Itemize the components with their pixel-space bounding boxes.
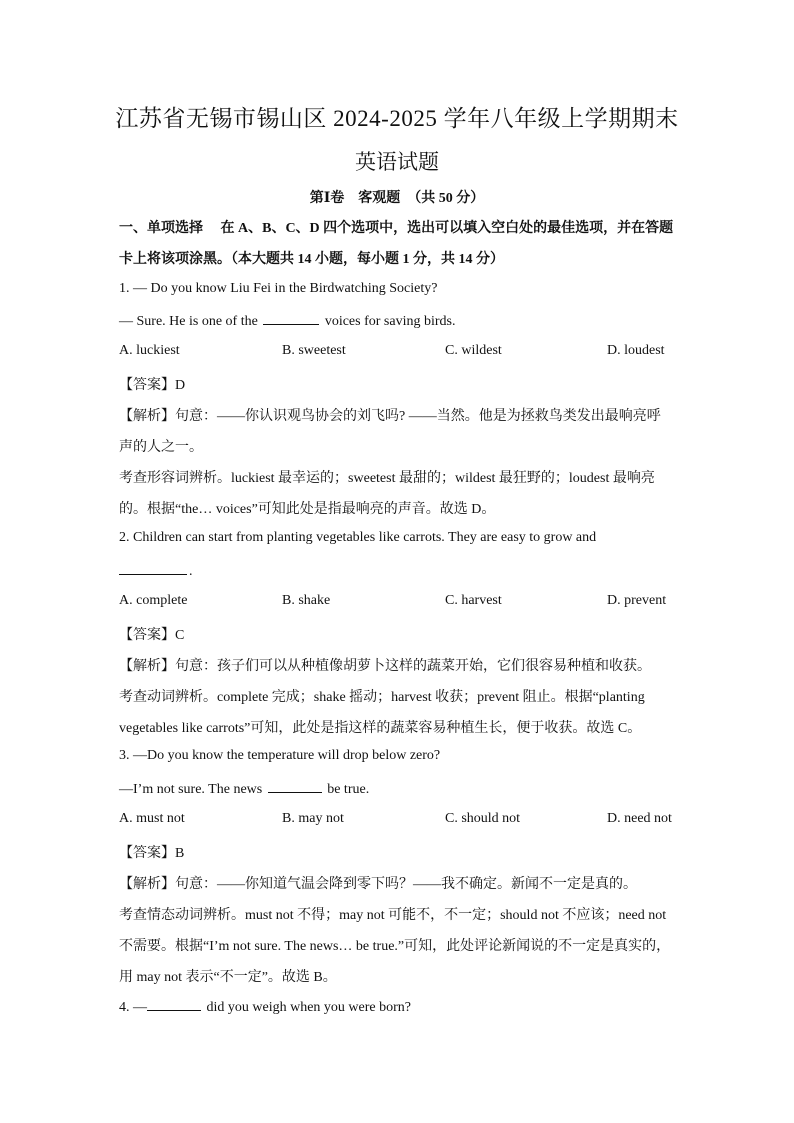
section-heading: 第Ⅰ卷 客观题 （共 50 分） xyxy=(309,191,485,206)
page-subtitle: 英语试题 xyxy=(355,150,439,174)
option-b: B. sweetest xyxy=(282,343,346,358)
option-c: C. wildest xyxy=(445,343,502,358)
analysis-line: 【解析】句意：孩子们可以从种植像胡萝卜这样的蔬菜开始，它们很容易种植和收获。 xyxy=(119,659,651,674)
question-1-pre-blank: — Sure. He is one of the xyxy=(119,314,258,329)
question-2-text: 2. Children can start from planting vegetables like carrots. They are easy to grow and xyxy=(119,530,597,545)
answer-label: 【答案】C xyxy=(119,628,185,643)
question-3-post-blank: be true. xyxy=(327,782,370,797)
analysis-line: 的。根据“the… voices”可知此处是指最响亮的声音。故选 D。 xyxy=(119,502,496,517)
instructions-line-1: 一、单项选择 在 A、B、C、D 四个选项中，选出可以填入空白处的最佳选项，并在答题 xyxy=(119,221,674,236)
option-c: C. should not xyxy=(445,811,521,826)
analysis-line: 【解析】句意：——你认识观鸟协会的刘飞吗? ——当然。他是为拯救鸟类发出最响亮呼 xyxy=(119,409,661,424)
question-4-text xyxy=(119,998,411,1016)
answer-blank xyxy=(147,998,201,1011)
analysis-line: 考查动词辨析。complete 完成；shake 摇动；harvest 收获；prevent 阻止。根据“planting xyxy=(119,690,645,705)
option-a: A. luckiest xyxy=(119,343,180,358)
question-1-text: 1. — Do you know Liu Fei in the Birdwatching Society? xyxy=(119,281,438,296)
option-d: D. prevent xyxy=(607,593,667,608)
question-4-pre-blank: 4. — xyxy=(119,1000,147,1015)
analysis-line: 不需要。根据“I’m not sure. The news… be true.”可知，此处评论新闻说的不一定是真实的， xyxy=(119,939,671,954)
option-d: D. need not xyxy=(607,811,672,826)
question-2-post-blank: . xyxy=(189,564,193,579)
analysis-line: 【解析】句意：——你知道气温会降到零下吗？——我不确定。新闻不一定是真的。 xyxy=(119,877,637,892)
question-3-pre-blank: —I’m not sure. The news xyxy=(119,782,263,797)
option-d: D. loudest xyxy=(607,343,665,358)
question-4-post-blank: did you weigh when you were born? xyxy=(206,1000,412,1015)
answer-label: 【答案】B xyxy=(119,846,185,861)
question-2-line-2 xyxy=(119,562,193,580)
analysis-line: 用 may not 表示“不一定”。故选 B。 xyxy=(119,970,337,985)
question-1-line-2 xyxy=(119,312,455,330)
option-a: A. must not xyxy=(119,811,185,826)
option-b: B. may not xyxy=(282,811,344,826)
question-1-post-blank: voices for saving birds. xyxy=(324,314,456,329)
option-b: B. shake xyxy=(282,593,331,608)
question-3-line-2 xyxy=(119,780,369,798)
answer-blank xyxy=(119,562,187,575)
page-title: 江苏省无锡市锡山区 2024-2025 学年八年级上学期期末 xyxy=(115,106,679,131)
analysis-line: 考查形容词辨析。luckiest 最幸运的；sweetest 最甜的；wildest 最狂野的；loudest 最响亮 xyxy=(119,471,655,486)
analysis-line: 考查情态动词辨析。must not 不得；may not 可能不，不一定；should not 不应该；need not xyxy=(119,908,667,923)
answer-label: 【答案】D xyxy=(119,378,186,393)
option-c: C. harvest xyxy=(445,593,502,608)
answer-blank xyxy=(263,312,319,325)
option-a: A. complete xyxy=(119,593,188,608)
instructions-line-2: 卡上将该项涂黑。（本大题共 14 小题，每小题 1 分，共 14 分） xyxy=(119,252,504,267)
analysis-line: 声的人之一。 xyxy=(119,440,203,455)
analysis-line: vegetables like carrots”可知，此处是指这样的蔬菜容易种植生长，便于收获。故选 C。 xyxy=(119,721,642,736)
question-3-text: 3. —Do you know the temperature will drop below zero? xyxy=(119,748,441,763)
answer-blank xyxy=(268,780,322,793)
